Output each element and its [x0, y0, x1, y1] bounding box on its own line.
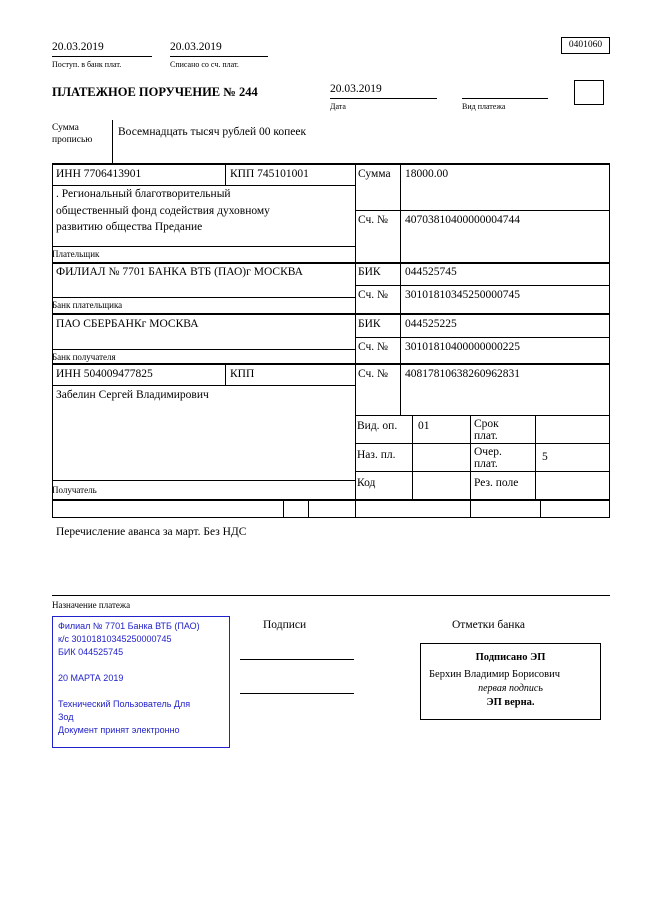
- details-grid-border-2: [355, 443, 610, 444]
- code-row-divider-4: [540, 499, 541, 517]
- debited-date-field: [170, 40, 268, 57]
- payer-name: . Региональный благотворительный общественный фонд содействия духовному развитию общества Предание: [56, 188, 270, 233]
- op-kind-value: 01: [418, 420, 430, 432]
- stamp-spacer: [58, 659, 224, 672]
- received-date: 20.03.2019: [52, 41, 104, 53]
- code-row-divider-3: [470, 499, 471, 517]
- purpose-text: Перечисление аванса за март. Без НДС: [56, 526, 247, 538]
- esign-title: Подписано ЭП: [475, 652, 546, 663]
- table-left-border: [52, 163, 53, 517]
- esign-kind: первая подпись: [478, 683, 543, 694]
- received-date-field: [52, 40, 152, 57]
- bank-marks-title: Отметки банка: [452, 619, 525, 631]
- payee-bank-label-top-border: [52, 349, 355, 350]
- payer-account-label: Сч. №: [358, 214, 389, 226]
- priority-label: Очер. плат.: [474, 446, 502, 470]
- payer-bank-section-border: [52, 313, 610, 315]
- payee-section-border: [52, 499, 610, 501]
- form-code: 0401060: [568, 40, 603, 50]
- payee-bank-bik: 044525225: [405, 318, 457, 330]
- payee-bank-bik-label: БИК: [358, 318, 381, 330]
- signature-line-1: [240, 659, 354, 660]
- payer-bank-account: 30101810345250000745: [405, 289, 520, 301]
- details-divider-3: [535, 415, 536, 499]
- document-date-field: [330, 82, 437, 99]
- payer-bank-bik-label: БИК: [358, 266, 381, 278]
- signatures-title: Подписи: [263, 619, 307, 631]
- title-empty-box: [574, 80, 604, 105]
- esign-signer: Берхин Владимир Борисович: [429, 669, 560, 680]
- payer-bank-name: ФИЛИАЛ № 7701 БАНКА ВТБ (ПАО)г МОСКВА: [56, 266, 303, 278]
- payee-name: Забелин Сергей Владимирович: [56, 389, 209, 401]
- payment-kind-underline: [462, 82, 548, 99]
- form-code-box: [561, 37, 610, 54]
- payer-section-border: [52, 262, 610, 264]
- document-date: 20.03.2019: [330, 83, 382, 95]
- stamp-bik: БИК 044525745: [58, 647, 124, 657]
- table-right-border: [609, 163, 610, 517]
- purpose-bottom-border: [52, 595, 610, 596]
- table-top-border: [52, 163, 610, 165]
- purpose-code-label: Наз. пл.: [357, 449, 396, 461]
- payer-section-label: Плательщик: [52, 249, 100, 259]
- priority-value: 5: [542, 451, 548, 463]
- payer-bank-section-label: Банк плательщика: [52, 300, 123, 310]
- amount-words-divider: [112, 120, 113, 163]
- payee-bank-bik-border: [355, 337, 610, 338]
- debited-date: 20.03.2019: [170, 41, 222, 53]
- bank-stamp: [52, 616, 230, 748]
- payee-bank-name: ПАО СБЕРБАНКг МОСКВА: [56, 318, 199, 330]
- op-kind-label: Вид. оп.: [357, 420, 398, 432]
- payer-inn-kpp-divider: [225, 163, 226, 185]
- details-divider-2: [470, 415, 471, 499]
- signature-line-2: [240, 693, 354, 694]
- payment-kind-label: Вид платежа: [462, 102, 506, 111]
- payee-section-label: Получатель: [52, 485, 97, 495]
- payer-label-top-border: [52, 246, 355, 247]
- due-label: Срок плат.: [474, 418, 499, 442]
- payee-bank-account-label: Сч. №: [358, 341, 389, 353]
- amount-label: Сумма: [358, 168, 391, 180]
- code-row-divider-1: [283, 499, 284, 517]
- esign-verified: ЭП верна.: [486, 697, 535, 708]
- payee-kpp: КПП: [230, 368, 255, 380]
- amount-words-value: Восемнадцать тысяч рублей 00 копеек: [118, 126, 307, 138]
- payee-account: 40817810638260962831: [405, 368, 520, 380]
- stamp-date: 20 МАРТА 2019: [58, 673, 124, 683]
- reserve-label: Рез. поле: [474, 477, 519, 489]
- label-value-divider: [400, 163, 401, 415]
- payee-bank-section-label: Банк получателя: [52, 352, 116, 362]
- payer-bank-bik-border: [355, 285, 610, 286]
- stamp-accepted-note: Документ принят электронно: [58, 725, 180, 735]
- stamp-corr-account: к/с 30101810345250000745: [58, 634, 172, 644]
- payer-bank-bik: 044525745: [405, 266, 457, 278]
- code-row-divider-2: [308, 499, 309, 517]
- payer-bank-account-label: Сч. №: [358, 289, 389, 301]
- details-grid-border-3: [355, 471, 610, 472]
- payer-account: 40703810400000004744: [405, 214, 520, 226]
- document-title: ПЛАТЕЖНОЕ ПОРУЧЕНИЕ № 244: [52, 85, 258, 99]
- table-bottom-border: [52, 517, 610, 518]
- purpose-label: Назначение платежа: [52, 600, 131, 610]
- details-grid-border-1: [355, 415, 610, 416]
- amount-words-label: Сумма прописью: [52, 123, 93, 145]
- payee-account-label: Сч. №: [358, 368, 389, 380]
- payee-inn-kpp-divider: [225, 363, 226, 385]
- esignature-box: [420, 643, 601, 720]
- payer-inn: ИНН 7706413901: [56, 168, 142, 180]
- debited-date-label: Списано со сч. плат.: [170, 60, 239, 69]
- received-date-label: Поступ. в банк плат.: [52, 60, 122, 69]
- payee-label-top-border: [52, 480, 355, 481]
- amount-row-border: [355, 210, 610, 211]
- amount-value: 18000.00: [405, 168, 449, 180]
- table-main-divider: [355, 163, 356, 517]
- payee-inn: ИНН 504009477825: [56, 368, 153, 380]
- payee-inn-row-border: [52, 385, 355, 386]
- details-divider-1: [412, 415, 413, 499]
- payer-kpp: КПП 745101001: [230, 168, 309, 180]
- document-date-label: Дата: [330, 102, 346, 111]
- stamp-spacer: [58, 685, 224, 698]
- payer-bank-label-top-border: [52, 297, 355, 298]
- payee-bank-section-border: [52, 363, 610, 365]
- stamp-bank-name: Филиал № 7701 Банка ВТБ (ПАО): [58, 621, 200, 631]
- stamp-user: Технический Пользователь Для Зод: [58, 699, 191, 722]
- code-label: Код: [357, 477, 376, 489]
- payee-bank-account: 30101810400000000225: [405, 341, 520, 353]
